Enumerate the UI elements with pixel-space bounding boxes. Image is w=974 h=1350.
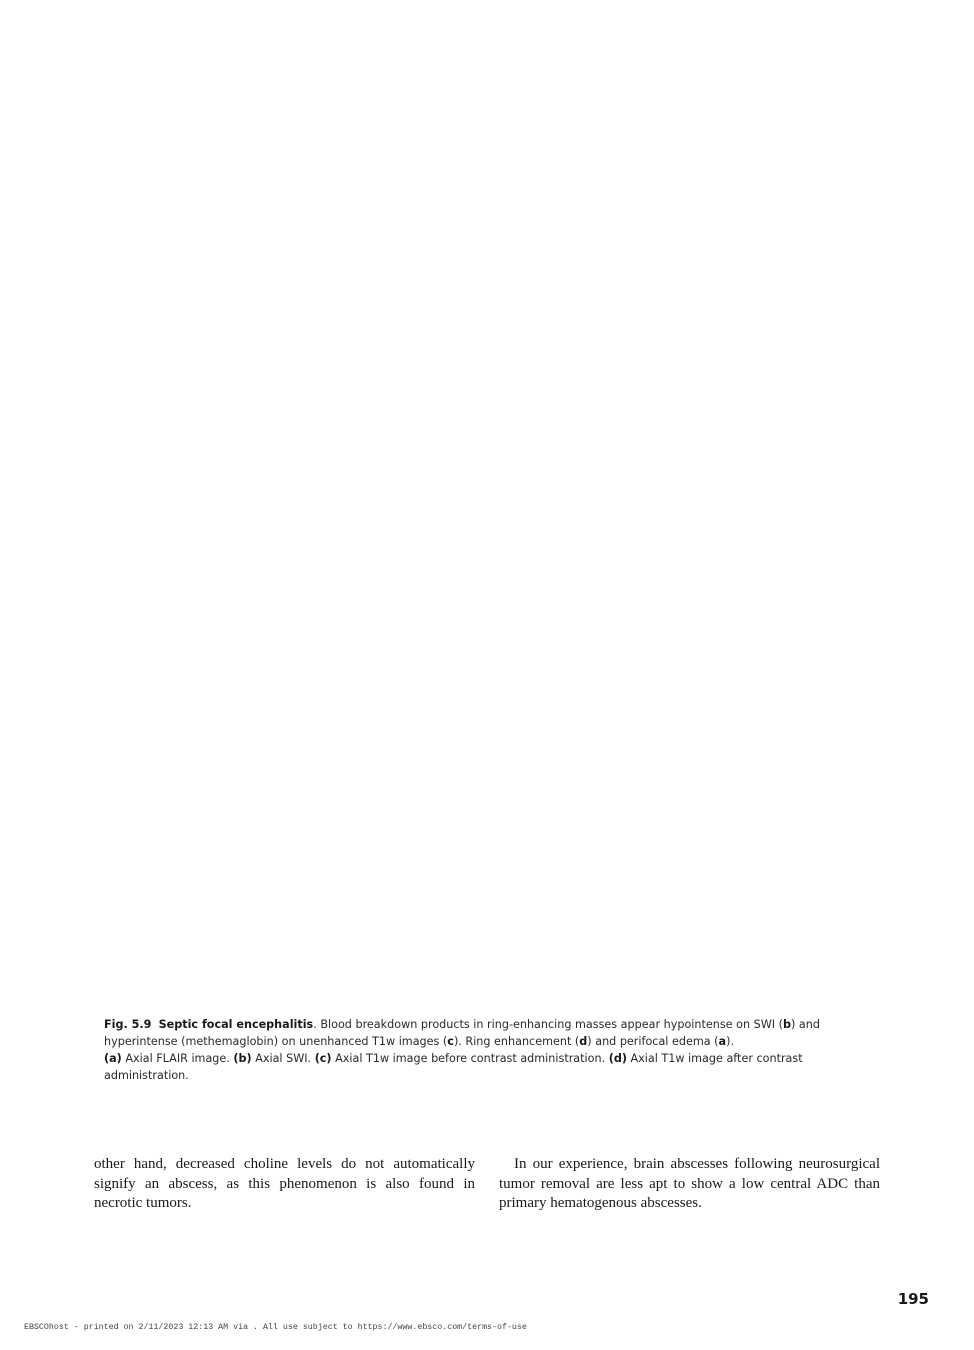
- body-column-left: [94, 1155, 475, 1214]
- panel-c-label: (c): [314, 1052, 332, 1065]
- figure-caption: [104, 1016, 834, 1084]
- caption-panels: (a) Axial FLAIR image. (b) Axial SWI. (c) Axial T1w image before contrast administration. (d) Axial T1w image after contrast administration.: [104, 1052, 803, 1082]
- figure-label: Fig. 5.9: [104, 1018, 152, 1031]
- panel-d-label: (d): [608, 1052, 627, 1065]
- body-column-right: [499, 1155, 880, 1214]
- page-number: 195: [897, 1290, 929, 1308]
- body-paragraph-right: In our experience, brain abscesses following neurosurgical tumor removal are less apt to show a low central ADC than primary hematogenous abscesses.: [499, 1156, 880, 1212]
- caption-description: Fig. 5.9 Septic focal encephalitis. Blood breakdown products in ring-enhancing masses appear hypointense on SWI (b) and hyperintense (methemaglobin) on unenhanced T1w images (c). Ring enhancement (d) and perifocal edema (a).: [104, 1018, 820, 1048]
- figure-title: Septic focal encephalitis: [158, 1018, 314, 1031]
- panel-a-label: (a): [104, 1052, 122, 1065]
- panel-b-label: (b): [233, 1052, 252, 1065]
- footer-notice: EBSCOhost - printed on 2/11/2023 12:13 AM via . All use subject to https://www.ebsco.com/terms-of-use: [24, 1323, 527, 1332]
- body-paragraph-left: other hand, decreased choline levels do not automatically signify an abscess, as this phenomenon is also found in necrotic tumors.: [94, 1156, 475, 1212]
